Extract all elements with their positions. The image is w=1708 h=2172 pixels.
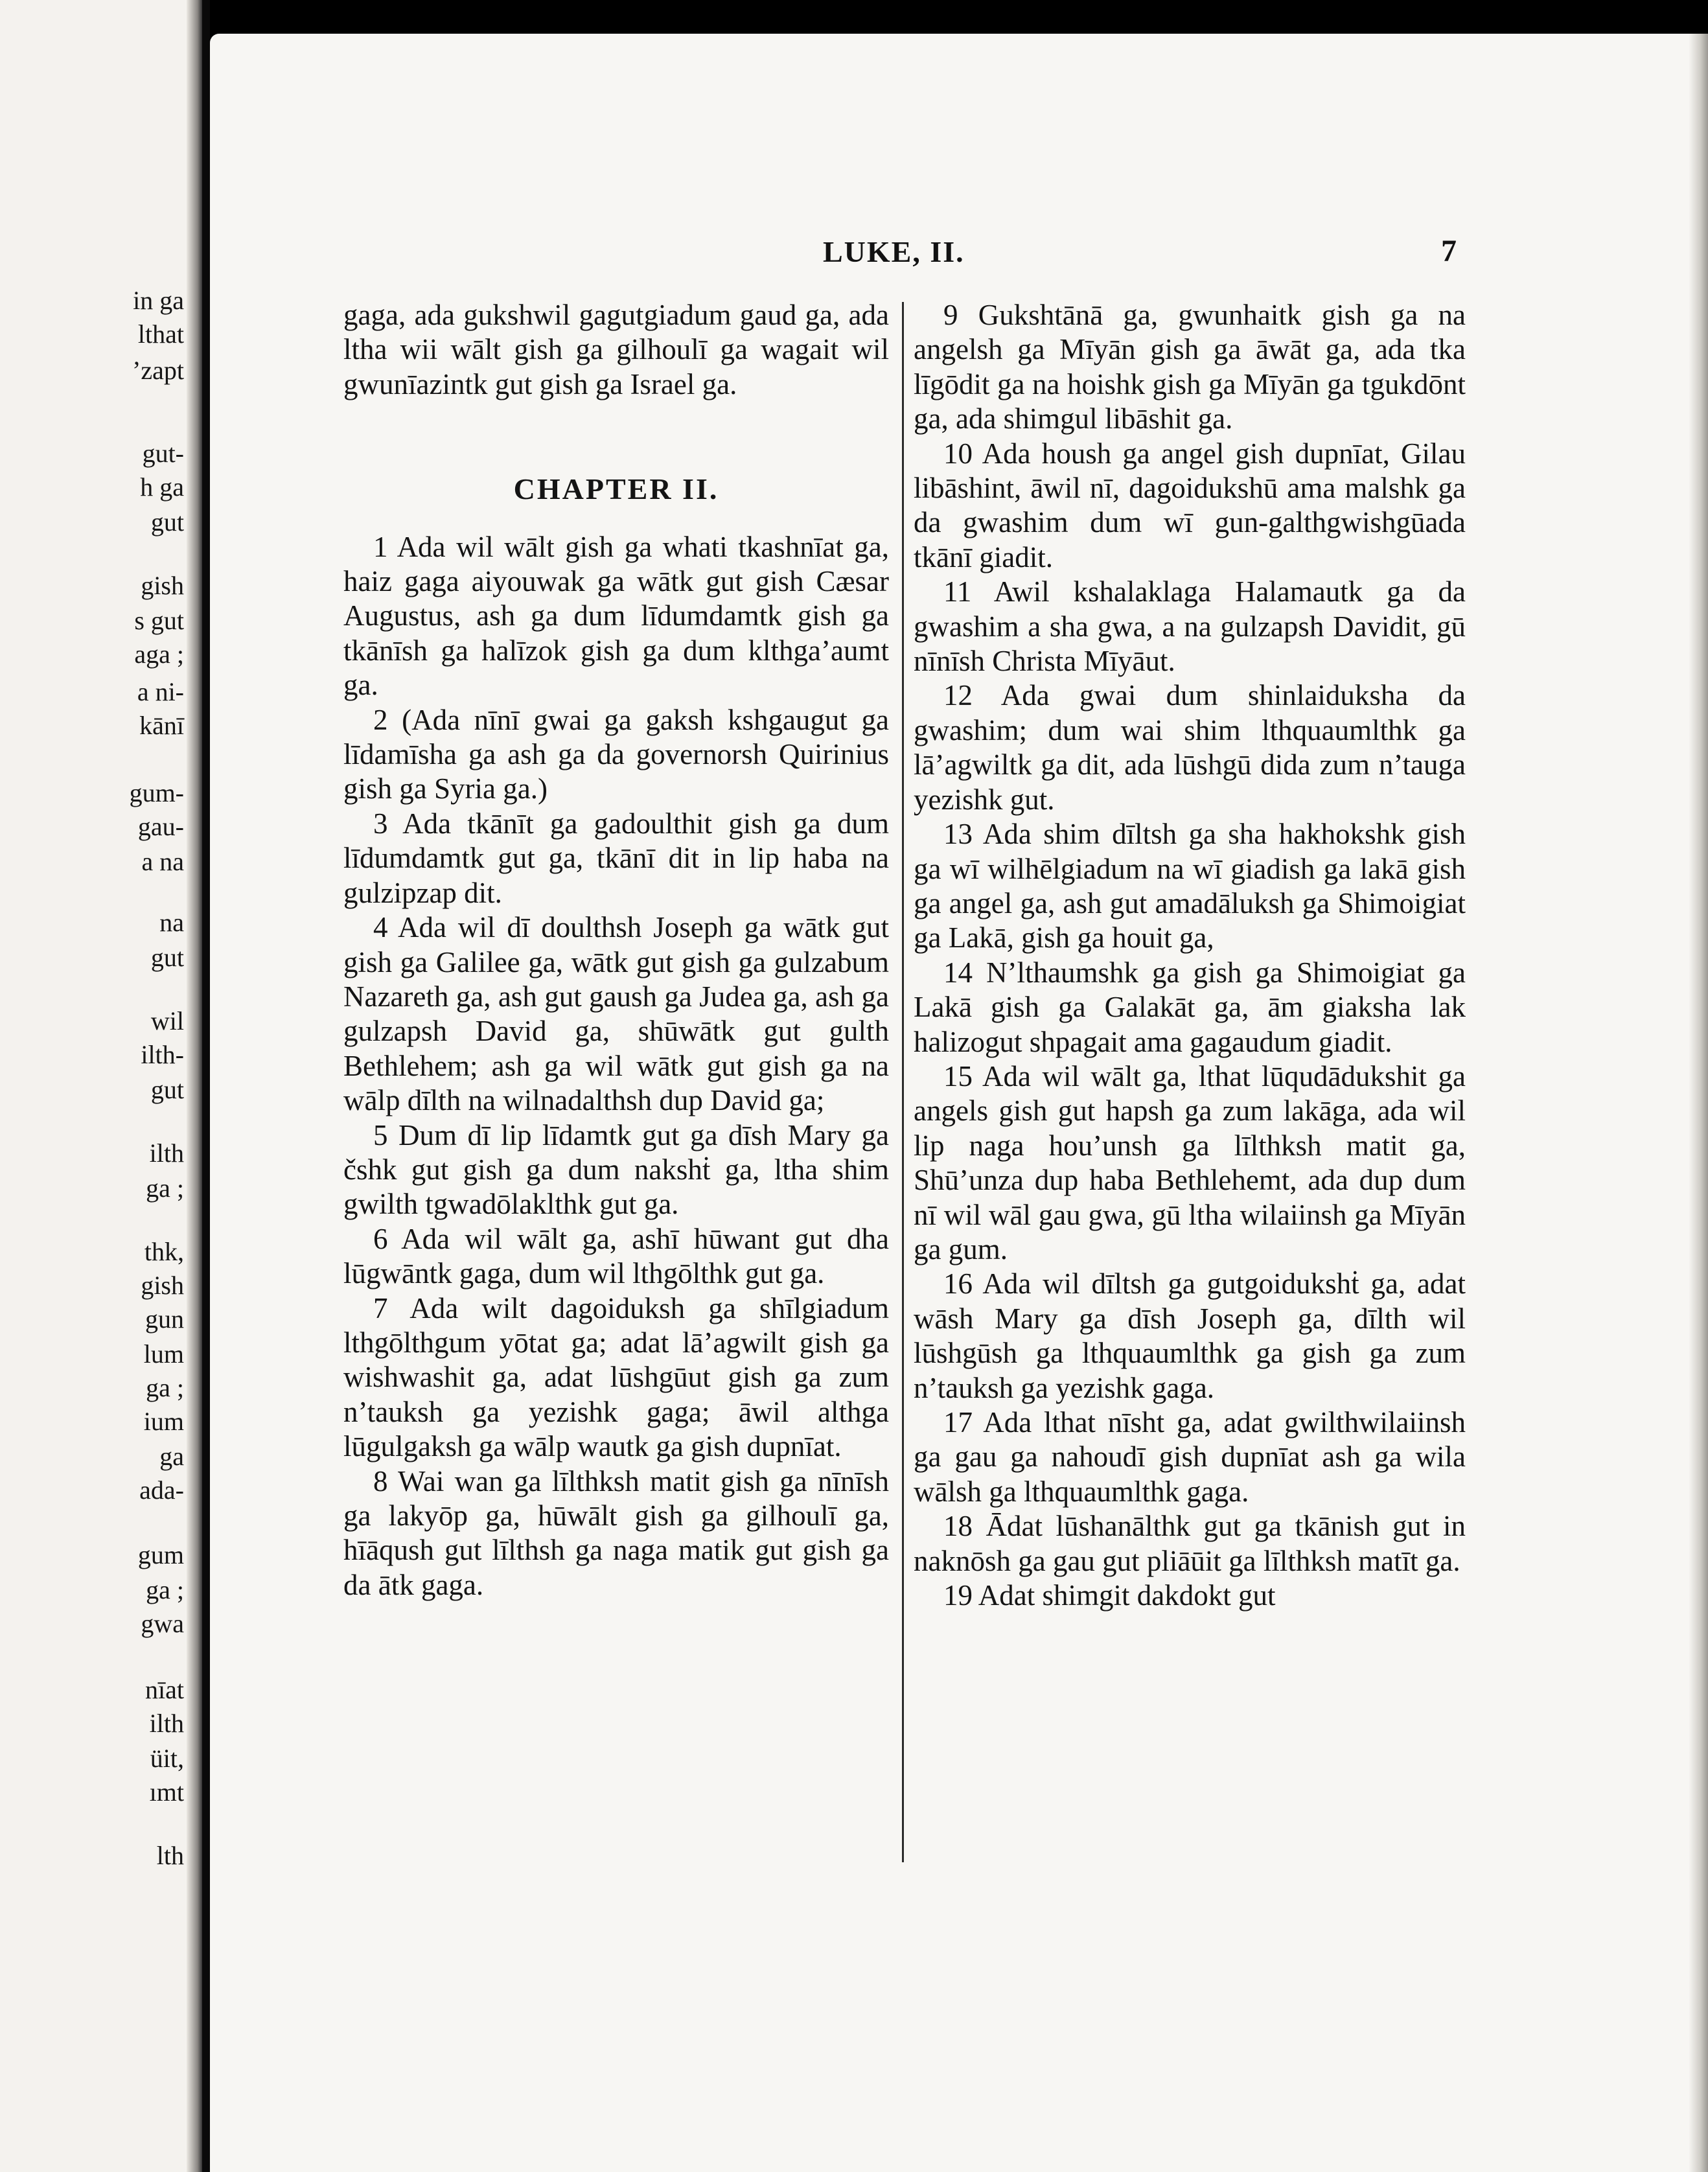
previous-page-text-fragment: ’zapt — [132, 356, 184, 385]
previous-page-text-fragment: gut — [150, 507, 184, 537]
previous-page-text-fragment: gut — [150, 1075, 184, 1104]
verse: 3 Ada tkānīt ga gadoulthit gish ga dum līdumdamtk gut ga, tkānī dit in lip haba na gulzipzap dit. — [343, 807, 889, 909]
previous-page-text-fragment: ga ; — [146, 1575, 184, 1604]
verse: 11 Awil kshalaklaga Halamautk ga da gwashim a sha gwa, a na gulzapsh Davidit, gū nīnīsh Christa Mīyāut. — [914, 575, 1466, 678]
previous-page-text-fragment: a ni- — [137, 677, 184, 706]
previous-page-text-fragment: gut- — [142, 439, 184, 468]
previous-page-text-fragment: lth — [156, 1841, 184, 1870]
previous-page-text-fragment: gwa — [141, 1609, 184, 1638]
previous-page-text-fragment: gish — [141, 1271, 184, 1300]
column-divider — [902, 302, 904, 1862]
verse: 12 Ada gwai dum shinlaiduksha da gwashim; dum wai shim lthquaumlthk ga lā’agwiltk ga dit, ada lūshgū dida zum n’tauga yezishk gut. — [914, 679, 1466, 816]
previous-page-text-fragment: wil — [150, 1006, 184, 1035]
previous-page-text-fragment: gun — [145, 1304, 184, 1334]
verse: 13 Ada shim dīltsh ga sha hakhokshk gish ga wī wilhēlgiadum na wī giadish ga lakā gish ga angel ga, ash gut amadāluksh ga Shimoigiat ga Lakā, gish ga houit ga, — [914, 818, 1466, 954]
right-column — [914, 298, 1466, 1613]
previous-page-text-fragment: nīat — [145, 1675, 184, 1704]
previous-page-text-fragment: ilth — [149, 1138, 184, 1168]
page-number: 7 — [1441, 234, 1457, 268]
running-head: LUKE, II. — [823, 235, 965, 268]
book-gutter — [202, 0, 210, 2172]
previous-page-text-fragment: gut — [150, 943, 184, 972]
previous-page-text-fragment: ga — [159, 1442, 184, 1471]
verse: 9 Gukshtānā ga, gwunhaitk gish ga na angelsh ga Mīyān gish ga āwāt ga, ada tka līgōdit ga na hoishk gish ga Mīyān ga tgukdōnt ga, ada shimgul libāshit ga. — [914, 299, 1466, 435]
chapter-heading: CHAPTER II. — [513, 472, 719, 506]
previous-page-text-fragment: thk, — [144, 1237, 184, 1266]
previous-page-text-fragment: ilth — [149, 1709, 184, 1738]
previous-page-text-fragment: ium — [143, 1407, 184, 1436]
verse: 4 Ada wil dī doulthsh Joseph ga wātk gut gish ga Galilee ga, wātk gut gish ga gulzabum Nazareth ga, ash gut gaush ga Judea ga, ash ga gulzapsh David ga, shūwātk gut gulth Bethlehem; ash ga wil wātk gut gish ga na wālp dīlth na wilnadalthsh dup David ga; — [343, 911, 889, 1117]
verse: 15 Ada wil wālt ga, lthat lūqudādukshit ga angels gish gut hapsh ga zum lakāga, ada wil lip naga hou’unsh ga līlthksh matit ga, Shū’unza dup haba Bethlehemt, ada dup dum nī wil wāl gau gwa, gū ltha wilaiinsh ga Mīyān ga gum. — [914, 1059, 1466, 1265]
verse: 5 Dum dī lip līdamtk gut ga dīsh Mary ga čshk gut gish ga dum nakshṫ ga, ltha shim gwilth tgwadōlaklthk gut ga. — [343, 1118, 889, 1221]
previous-page-text-fragment: in ga — [133, 286, 184, 315]
spine-shadow — [187, 0, 202, 2172]
previous-page-text-fragment: h ga — [140, 472, 184, 502]
previous-page-text-fragment: gish — [141, 571, 184, 600]
previous-page-text-fragment: gum — [137, 1540, 184, 1569]
verse: 18 Ādat lūshanālthk gut ga tkānish gut in naknōsh ga gau gut pliāūit ga līlthksh matīt ga. — [914, 1510, 1466, 1577]
verse: 19 Adat shimgit dakdokt gut — [943, 1579, 1276, 1612]
verse: 7 Ada wilt dagoiduksh ga shīlgiadum lthgōlthgum yōtat ga; adat lā’agwilt gish ga wishwashit ga, adat lūshgūut gish ga zum n’tauksh ga yezishk gaga; āwil althga lūgulgaksh ga wālp wautk ga gish dupnīat. — [343, 1291, 889, 1463]
previous-page-text-fragment: üit, — [150, 1744, 184, 1773]
previous-page-text-fragment: gum- — [129, 778, 184, 807]
verse: 17 Ada lthat nīsht ga, adat gwilthwilaiinsh ga gau ga nahoudī gish dupnīat ash ga wila wālsh ga lthquaumlthk gaga. — [914, 1406, 1466, 1508]
previous-page-text-fragment: lthat — [137, 319, 184, 349]
verse-continuation: gaga, ada gukshwil gagutgiadum gaud ga, ada ltha wii wālt gish ga gilhoulī ga wagait wil gwunīazintk gut gish ga Israel ga. — [343, 299, 889, 400]
previous-page-text-fragment: a na — [141, 847, 184, 876]
previous-page-text-fragment: lum — [143, 1339, 184, 1369]
previous-page-text-fragment: na — [159, 908, 184, 937]
verse: 6 Ada wil wālt ga, ashī hūwant gut dha lūgwāntk gaga, dum wil lthgōlthk gut ga. — [343, 1222, 889, 1290]
previous-page-text-fragment: kānī — [139, 711, 184, 740]
verse: 8 Wai wan ga līlthksh matit gish ga nīnīsh ga lakyōp ga, hūwālt gish ga gilhoulī ga, hīāqush gut līlthsh ga naga matik gut gish ga da ātk gaga. — [343, 1464, 889, 1601]
verse: 2 (Ada nīnī gwai ga gaksh kshgaugut ga līdamīsha ga ash ga da governorsh Quirinius gish ga Syria ga.) — [343, 703, 889, 805]
verse: 16 Ada wil dīltsh ga gutgoidukshṫ ga, adat wāsh Mary ga dīsh Joseph ga, dīlth wil lūshgūsh ga lthquaumlthk ga gish ga zum n’tauksh ga yezishk gaga. — [914, 1267, 1466, 1404]
previous-page-text-fragment: ga ; — [146, 1373, 184, 1402]
verse: 1 Ada wil wālt gish ga whati tkashnīat ga, haiz gaga aiyouwak ga wātk gut gish Cæsar Augustus, ash ga dum līdumdamtk gish ga tkānīsh ga halīzok gish ga dum klthga’aumt ga. — [343, 530, 889, 702]
previous-page-text-fragment: ga ; — [146, 1173, 184, 1203]
previous-page-text-fragment: ımt — [149, 1777, 184, 1807]
previous-page-text-fragment: s gut — [134, 606, 184, 635]
previous-page-text-fragment: aga ; — [134, 640, 184, 669]
previous-page-text-fragment: ilth- — [141, 1040, 184, 1069]
previous-page-text-fragment: ada- — [139, 1475, 184, 1505]
left-column — [343, 298, 889, 1602]
previous-page-text-fragment: gau- — [137, 812, 184, 841]
previous-page — [0, 0, 202, 2172]
verse: 14 N’lthaumshk ga gish ga Shimoigiat ga Lakā gish ga Galakāt ga, ām giaksha lak halizogut shpagait ama gagaudum giadit. — [914, 956, 1466, 1058]
verse: 10 Ada housh ga angel gish dupnīat, Gilau libāshint, āwil nī, dagoidukshū ama malshk ga da gwashim dum wī gun-galthgwishgūada tkānī giadit. — [914, 437, 1466, 573]
page-fore-edge — [1689, 34, 1708, 2172]
